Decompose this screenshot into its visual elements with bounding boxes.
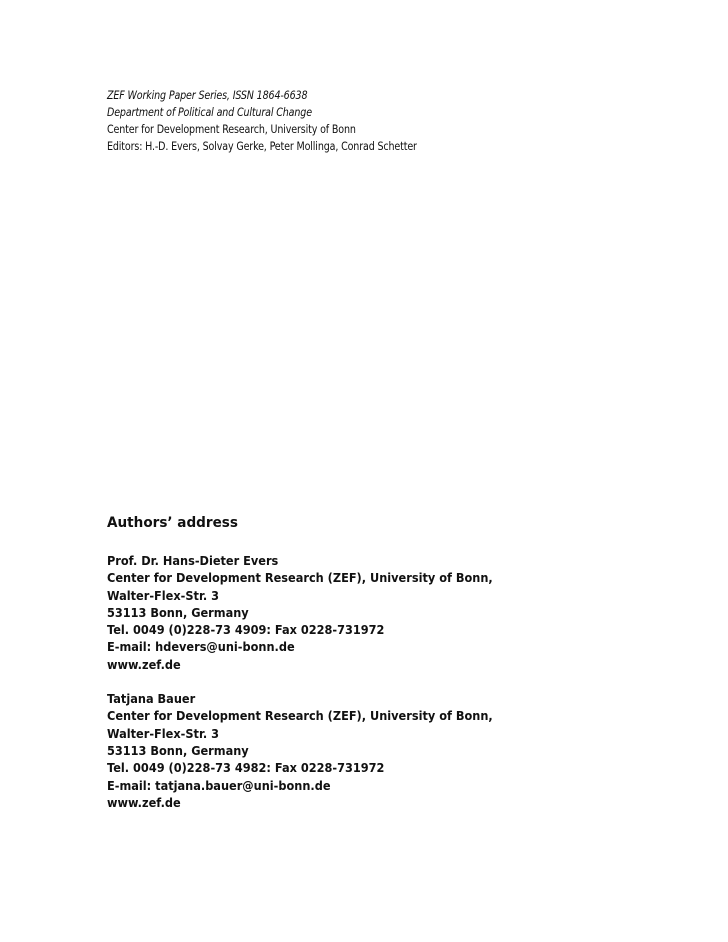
author-email: E-mail: tatjana.bauer@uni-bonn.de <box>107 778 331 793</box>
author-email: E-mail: hdevers@uni-bonn.de <box>107 640 295 655</box>
author-website: www.zef.de <box>107 657 181 672</box>
author-city: 53113 Bonn, Germany <box>107 743 249 758</box>
author-institution: Center for Development Research (ZEF), University of Bonn, <box>107 709 493 724</box>
authors-address-heading: Authors’ address <box>107 514 238 531</box>
author-name: Prof. Dr. Hans-Dieter Evers <box>107 554 279 568</box>
center-name: Center for Development Research, University of Bonn <box>107 122 356 136</box>
author-website: www.zef.de <box>107 795 181 810</box>
author-entry-bauer <box>107 691 667 812</box>
series-title: ZEF Working Paper Series, ISSN 1864-6638 <box>107 88 308 102</box>
author-city: 53113 Bonn, Germany <box>107 605 249 620</box>
author-phone: Tel. 0049 (0)228-73 4982: Fax 0228-731972 <box>107 761 385 776</box>
author-street: Walter-Flex-Str. 3 <box>107 588 220 603</box>
department-name: Department of Political and Cultural Change <box>107 105 312 119</box>
author-phone: Tel. 0049 (0)228-73 4909: Fax 0228-731972 <box>107 623 385 638</box>
authors-address-section <box>107 513 667 829</box>
author-name: Tatjana Bauer <box>107 692 196 707</box>
editors-line: Editors: H.-D. Evers, Solvay Gerke, Peter Mollinga, Conrad Schetter <box>107 139 417 153</box>
author-institution: Center for Development Research (ZEF), University of Bonn, <box>107 571 493 586</box>
author-street: Walter-Flex-Str. 3 <box>107 726 220 741</box>
series-info-block <box>107 87 667 155</box>
author-entry-evers <box>107 553 667 674</box>
